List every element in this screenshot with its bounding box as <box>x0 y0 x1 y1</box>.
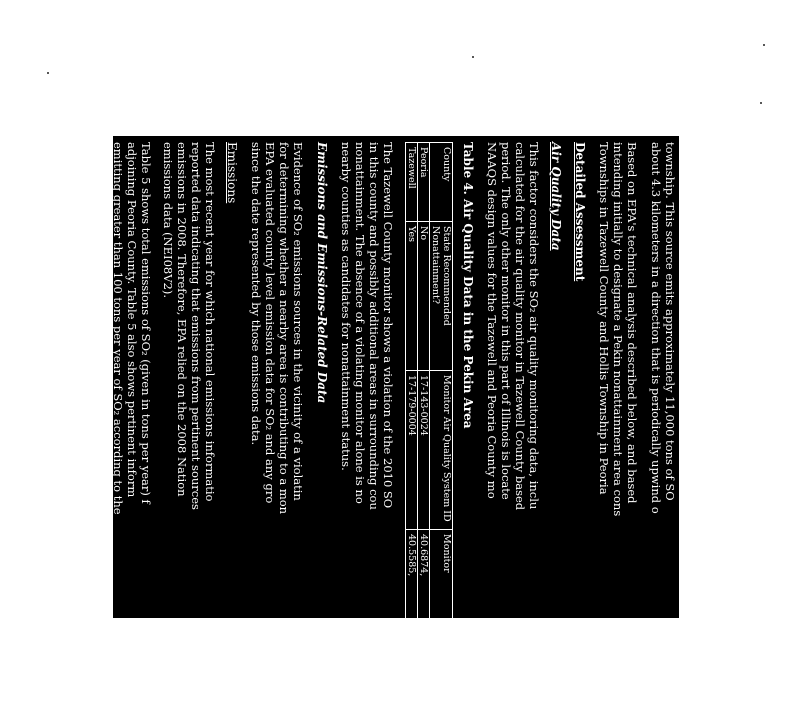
scan-speck <box>47 72 49 74</box>
table5-line: adjoining Peoria County. Table 5 also shows pertinent inform <box>125 142 139 498</box>
air-quality-table <box>405 142 453 662</box>
recent-year-line: reported data indicating that emissions from pertinent sources <box>189 142 203 510</box>
air-quality-line: This factor considers the SO₂ air quality monitoring data, inclu <box>527 142 541 510</box>
air-quality-line: calculated for the air quality monitor in Tazewell County based <box>513 142 527 511</box>
emissions-heading: Emissions <box>225 142 239 204</box>
monitor-line: nonattainment. The absence of a violating monitor alone is no <box>353 142 367 504</box>
scan-speck <box>472 56 474 58</box>
table-cell: Peoria <box>418 143 430 222</box>
table-cell: Tazewell <box>406 143 418 222</box>
evidence-line: EPA evaluated county level emission data for SO₂ and any gro <box>263 142 277 504</box>
table-row <box>406 143 418 662</box>
table-header-cell: Monitor Air Quality System ID <box>430 371 453 530</box>
air-quality-heading: Air Quality Data <box>549 142 563 251</box>
analysis-line: Townships in Tazewell County and Hollis Township in Peoria <box>597 142 611 495</box>
table5-line: emitting greater than 100 tons per year of SO₂ according to the <box>111 142 125 515</box>
evidence-line: for determining whether a nearby area is contributing to a mon <box>277 142 291 515</box>
table-cell: 40.5585, <box>406 530 418 662</box>
recent-year-line: emissions in 2008. Therefore, EPA relied on the 2008 Nation <box>175 142 189 497</box>
scanned-page <box>113 136 679 618</box>
table-cell: Yes <box>406 222 418 371</box>
evidence-line: Evidence of SO₂ emissions sources in the vicinity of a violatin <box>291 142 305 501</box>
table-cell: 17-179-0004 <box>406 371 418 530</box>
table-header-row <box>430 143 453 662</box>
table-caption: Table 4. Air Quality Data in the Pekin Area <box>461 142 475 429</box>
table-cell: No <box>418 222 430 371</box>
emissions-related-heading: Emissions and Emissions-Related Data <box>315 142 329 404</box>
detailed-assessment-heading: Detailed Assessment <box>573 142 587 282</box>
monitor-line: nearby counties as candidates for nonattainment status. <box>339 142 353 471</box>
recent-year-line: The most recent year for which national emissions informatio <box>203 142 217 502</box>
analysis-line: intending initially to designate a Pekin nonattainment area cons <box>611 142 625 517</box>
scan-speck <box>760 102 762 104</box>
air-quality-line: period. The only other monitor in this part of Illinois is locate <box>499 142 513 500</box>
intro-line: about 4.3 kilometers in a direction that is periodically upwind o <box>649 142 663 514</box>
analysis-line: Based on EPA's technical analysis described below, and based <box>625 142 639 504</box>
table5-line: Table 5 shows total emissions of SO₂ (given in tons per year) f <box>139 142 153 504</box>
air-quality-line: NAAQS design values for the Tazewell and Peoria County mo <box>485 142 499 499</box>
table-cell: 40.6874, <box>418 530 430 662</box>
table-cell: 17-143-0024 <box>418 371 430 530</box>
monitor-line: in this county and possibly additional areas in surrounding cou <box>367 142 381 510</box>
table-header-cell: State Recommended Nonattainment? <box>430 222 453 371</box>
evidence-line: since the date represented by those emissions data. <box>249 142 263 446</box>
rotated-page-content <box>113 136 679 618</box>
table-header-cell: Monitor <box>430 530 453 662</box>
scan-speck <box>763 44 765 46</box>
intro-line: township. This source emits approximately 11,000 tons of SO <box>663 142 677 501</box>
monitor-line: The Tazewell County monitor shows a violation of the 2010 SO <box>381 142 395 509</box>
table-header-cell: County <box>430 143 453 222</box>
table-row <box>418 143 430 662</box>
recent-year-line: emissions data (NEI08V2). <box>161 142 175 298</box>
